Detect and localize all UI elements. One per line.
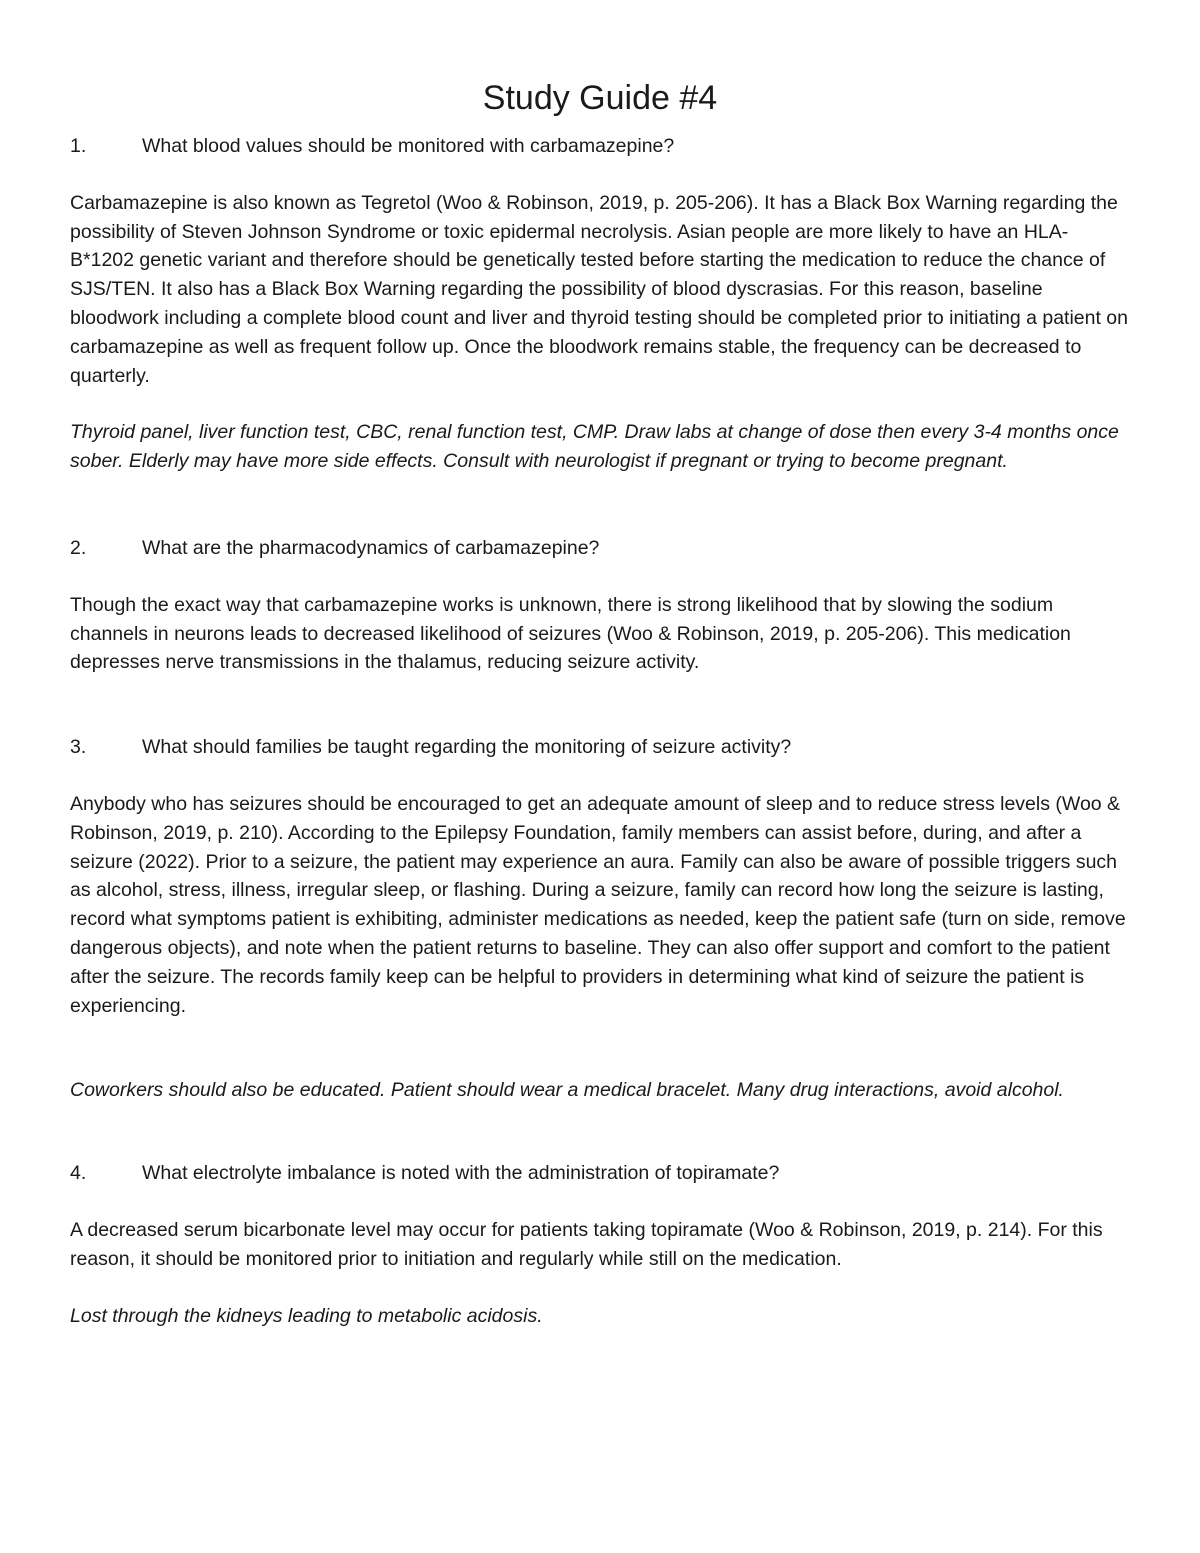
- question-number: 4.: [70, 1162, 87, 1185]
- answer-3: Anybody who has seizures should be encouraged to get an adequate amount of sleep and to reduce stress levels (Woo & Robinson, 2019, p. 210). According to the Epilepsy Foundation, family members can assist before, during, and after a seizure (2022). Prior to a seizure, the patient may experience an aura. Family can also be aware of possible triggers such as alcohol, stress, illness, irregular sleep, or flashing. During a seizure, family can record how long the seizure is lasting, record what symptoms patient is exhibiting, administer medications as needed, keep the patient safe (turn on side, remove dangerous objects), and note when the patient returns to baseline. They can also offer support and comfort to the patient after the seizure. The records family keep can be helpful to providers in determining what kind of seizure the patient is experiencing.: [70, 792, 1126, 1017]
- question-1: [70, 132, 1130, 161]
- question-number: 2.: [70, 536, 87, 559]
- note-4: Lost through the kidneys leading to metabolic acidosis.: [70, 1304, 543, 1327]
- answer-1: Carbamazepine is also known as Tegretol (Woo & Robinson, 2019, p. 205-206). It has a Black Box Warning regarding the possibility of Steven Johnson Syndrome or toxic epidermal necrolysis. Asian people are more likely to have an HLA-B*1202 genetic variant and therefore should be genetically tested before starting the medication to reduce the chance of SJS/TEN. It also has a Black Box Warning regarding the possibility of blood dyscrasias. For this reason, baseline bloodwork including a complete blood count and liver and thyroid testing should be completed prior to initiating a patient on carbamazepine as well as frequent follow up. Once the bloodwork remains stable, the frequency can be decreased to quarterly.: [70, 191, 1128, 387]
- question-3: [70, 733, 1130, 762]
- question-text: What electrolyte imbalance is noted with the administration of topiramate?: [142, 1162, 780, 1185]
- question-text: What blood values should be monitored with carbamazepine?: [142, 135, 675, 157]
- note-3: Coworkers should also be educated. Patient should wear a medical bracelet. Many drug interactions, avoid alcohol.: [70, 1079, 1064, 1102]
- question-text: What should families be taught regarding the monitoring of seizure activity?: [142, 736, 792, 759]
- question-number: 1.: [70, 135, 87, 157]
- question-number: 3.: [70, 736, 87, 759]
- answer-2: Though the exact way that carbamazepine works is unknown, there is strong likelihood that by slowing the sodium channels in neurons leads to decreased likelihood of seizures (Woo & Robinson, 2019, p. 205-206). This medication depresses nerve transmissions in the thalamus, reducing seizure activity.: [70, 593, 1071, 674]
- answer-4: A decreased serum bicarbonate level may occur for patients taking topiramate (Woo & Robinson, 2019, p. 214). For this reason, it should be monitored prior to initiation and regularly while still on the medication.: [70, 1218, 1103, 1270]
- question-2: [70, 534, 1130, 563]
- note-1: Thyroid panel, liver function test, CBC, renal function test, CMP. Draw labs at change of dose then every 3-4 months once sober. Elderly may have more side effects. Consult with neurologist if pregnant or trying to become pregnant.: [70, 421, 1119, 473]
- page-title: Study Guide #4: [482, 79, 718, 117]
- question-4: [70, 1159, 1130, 1188]
- question-text: What are the pharmacodynamics of carbamazepine?: [142, 536, 600, 559]
